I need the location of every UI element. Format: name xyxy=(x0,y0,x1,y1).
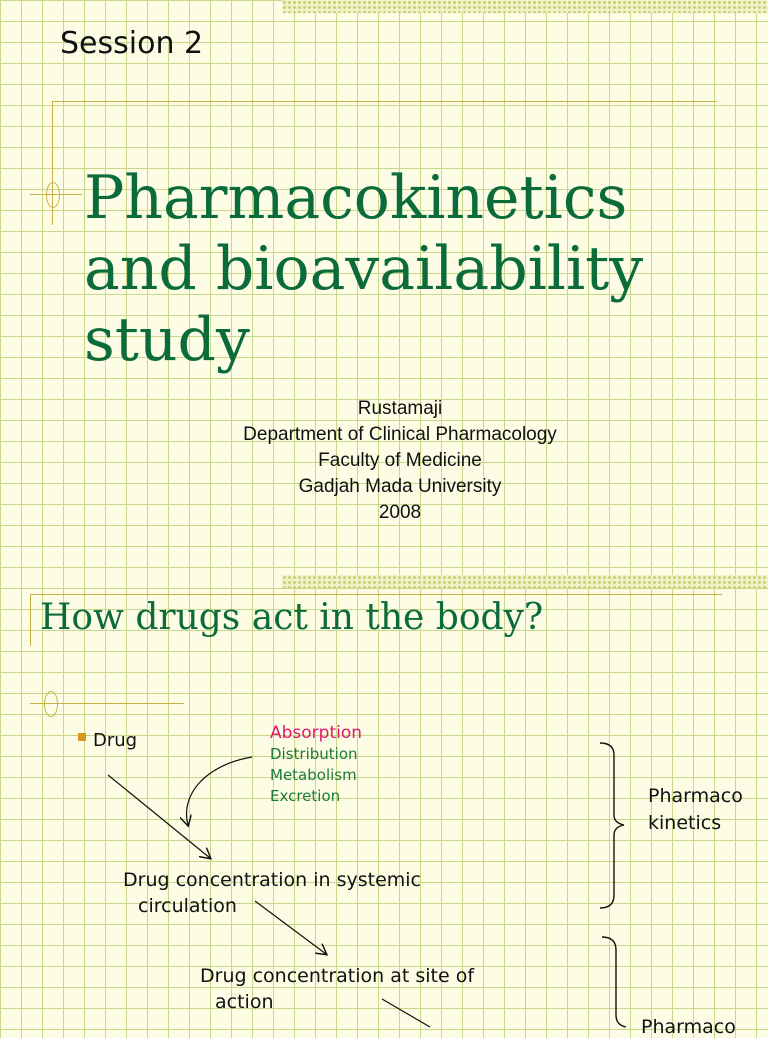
decorative-circle xyxy=(46,182,60,208)
title-line: Pharmacokinetics xyxy=(84,163,628,233)
slide-title: How drugs act in the body? xyxy=(40,597,544,638)
slide-drugs-act xyxy=(0,575,768,1038)
excretion-label: Excretion xyxy=(270,787,341,805)
drug-label: Drug xyxy=(93,730,138,751)
systemic-concentration-line2: circulation xyxy=(138,895,237,917)
systemic-concentration-line1: Drug concentration in systemic xyxy=(123,869,421,891)
pharmacokinetics-line1: Pharmaco xyxy=(648,785,743,807)
author-year: 2008 xyxy=(378,502,422,523)
arrow-systemic-to-site xyxy=(255,901,326,954)
main-title xyxy=(84,163,744,376)
title-line: study xyxy=(84,305,250,375)
pharmacokinetics-brace xyxy=(600,743,624,908)
rule-top xyxy=(52,101,717,102)
author-block xyxy=(160,396,640,526)
pharmacokinetics-line2: kinetics xyxy=(648,812,722,834)
arrow-drug-to-systemic xyxy=(108,775,210,858)
author-name: Rustamaji xyxy=(357,398,443,419)
site-concentration-line2: action xyxy=(215,991,274,1013)
site-concentration-line1: Drug concentration at site of xyxy=(200,965,475,987)
author-university: Gadjah Mada University xyxy=(298,476,502,497)
adme-curved-arrow xyxy=(187,757,252,825)
arrow-site-continuation xyxy=(382,999,430,1027)
metabolism-label: Metabolism xyxy=(270,766,357,784)
author-department: Department of Clinical Pharmacology xyxy=(243,424,557,445)
flow-diagram xyxy=(0,575,768,1024)
decorative-band xyxy=(282,0,768,13)
distribution-label: Distribution xyxy=(270,745,358,763)
session-label: Session 2 xyxy=(60,26,204,61)
author-faculty: Faculty of Medicine xyxy=(318,450,482,471)
pharmacodynamics-partial: Pharmaco xyxy=(641,1016,736,1038)
absorption-label: Absorption xyxy=(270,723,363,743)
title-line: and bioavailability xyxy=(84,234,644,304)
pharmacodynamics-brace xyxy=(602,937,626,1027)
